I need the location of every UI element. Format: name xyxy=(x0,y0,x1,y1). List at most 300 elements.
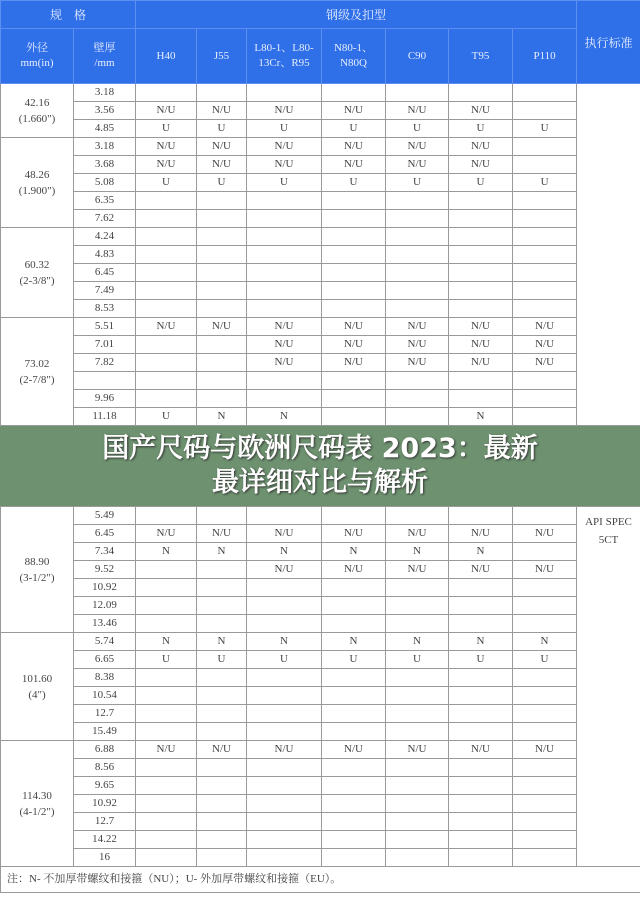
thread-type-cell: N/U xyxy=(197,138,247,156)
thread-type-cell xyxy=(386,813,449,831)
thread-type-cell xyxy=(322,390,386,408)
wall-thickness-cell: 6.45 xyxy=(74,264,136,282)
wall-thickness-cell: 3.18 xyxy=(74,138,136,156)
thread-type-cell xyxy=(513,84,577,102)
wall-thickness-cell: 6.65 xyxy=(74,651,136,669)
thread-type-cell xyxy=(513,282,577,300)
table-row xyxy=(1,633,640,651)
thread-type-cell: N xyxy=(386,633,449,651)
wall-thickness-cell: 10.92 xyxy=(74,795,136,813)
table-row xyxy=(1,741,640,759)
wall-thickness-cell: 13.46 xyxy=(74,615,136,633)
thread-type-cell xyxy=(197,687,247,705)
thread-type-cell xyxy=(136,300,197,318)
thread-type-cell: N/U xyxy=(247,102,322,120)
thread-type-cell xyxy=(136,390,197,408)
wall-thickness-cell: 3.68 xyxy=(74,156,136,174)
thread-type-cell: N/U xyxy=(449,561,513,579)
thread-type-cell xyxy=(449,228,513,246)
thread-type-cell xyxy=(247,597,322,615)
thread-type-cell xyxy=(513,723,577,741)
table-row xyxy=(1,138,640,156)
thread-type-cell xyxy=(513,831,577,849)
thread-type-cell: U xyxy=(449,174,513,192)
thread-type-cell: U xyxy=(449,120,513,138)
thread-type-cell xyxy=(513,705,577,723)
od-cell: 101.60 (4") xyxy=(1,633,74,741)
thread-type-cell xyxy=(197,507,247,525)
table-row xyxy=(1,390,640,408)
table-row xyxy=(1,543,640,561)
thread-type-cell: U xyxy=(322,174,386,192)
thread-type-cell xyxy=(322,777,386,795)
thread-type-cell xyxy=(197,669,247,687)
table-row xyxy=(1,669,640,687)
thread-type-cell: N/U xyxy=(449,318,513,336)
thread-type-cell xyxy=(197,579,247,597)
thread-type-cell: N/U xyxy=(247,561,322,579)
thread-type-cell xyxy=(322,831,386,849)
thread-type-cell xyxy=(322,408,386,426)
thread-type-cell: U xyxy=(513,651,577,669)
wall-thickness-cell: 5.08 xyxy=(74,174,136,192)
thread-type-cell: N xyxy=(322,543,386,561)
thread-type-cell xyxy=(247,390,322,408)
thread-type-cell: N/U xyxy=(513,336,577,354)
thread-type-cell xyxy=(386,669,449,687)
od-cell: 88.90 (3-1/2") xyxy=(1,507,74,633)
wall-thickness-cell: 7.49 xyxy=(74,282,136,300)
thread-type-cell: N xyxy=(513,633,577,651)
thread-type-cell xyxy=(513,507,577,525)
thread-type-cell xyxy=(513,777,577,795)
thread-type-cell: N/U xyxy=(386,525,449,543)
thread-type-cell xyxy=(513,228,577,246)
thread-type-cell: N xyxy=(136,633,197,651)
grades-header: 钢级及扣型 xyxy=(136,1,577,29)
thread-type-cell xyxy=(197,354,247,372)
wall-thickness-cell: 3.18 xyxy=(74,84,136,102)
table-row xyxy=(1,525,640,543)
thread-type-cell xyxy=(136,597,197,615)
table-row xyxy=(1,723,640,741)
thread-type-cell xyxy=(449,507,513,525)
thread-type-cell xyxy=(513,759,577,777)
thread-type-cell: N xyxy=(449,543,513,561)
wall-thickness-cell: 10.54 xyxy=(74,687,136,705)
thread-type-cell xyxy=(449,282,513,300)
wall-thickness-cell: 12.7 xyxy=(74,813,136,831)
wall-thickness-cell: 9.52 xyxy=(74,561,136,579)
thread-type-cell xyxy=(449,615,513,633)
thread-type-cell xyxy=(449,246,513,264)
thread-type-cell xyxy=(449,264,513,282)
thread-type-cell: U xyxy=(513,120,577,138)
thread-type-cell: N/U xyxy=(136,102,197,120)
thread-type-cell xyxy=(197,336,247,354)
thread-type-cell: U xyxy=(136,408,197,426)
thread-type-cell: N/U xyxy=(247,741,322,759)
thread-type-cell xyxy=(513,408,577,426)
thread-type-cell: N xyxy=(197,633,247,651)
thread-type-cell: N/U xyxy=(197,156,247,174)
thread-type-cell: N/U xyxy=(247,525,322,543)
grade-c90: C90 xyxy=(386,29,449,84)
wall-thickness-cell: 8.53 xyxy=(74,300,136,318)
footnote: 注：N- 不加厚带螺纹和接箍（NU）；U- 外加厚带螺纹和接箍（EU）。 xyxy=(1,867,640,893)
thread-type-cell xyxy=(197,300,247,318)
thread-type-cell: N/U xyxy=(247,156,322,174)
thread-type-cell xyxy=(247,507,322,525)
thread-type-cell: N/U xyxy=(386,138,449,156)
table-row xyxy=(1,849,640,867)
thread-type-cell xyxy=(513,579,577,597)
thread-type-cell: U xyxy=(449,651,513,669)
wall-thickness-cell: 7.82 xyxy=(74,354,136,372)
wall-thickness-cell: 6.88 xyxy=(74,741,136,759)
table-row xyxy=(1,408,640,426)
thread-type-cell: N/U xyxy=(513,525,577,543)
thread-type-cell: N/U xyxy=(247,354,322,372)
thread-type-cell xyxy=(136,372,197,390)
thread-type-cell xyxy=(136,687,197,705)
thread-type-cell: N/U xyxy=(386,336,449,354)
wall-thickness-cell: 6.35 xyxy=(74,192,136,210)
thread-type-cell xyxy=(513,156,577,174)
table-row xyxy=(1,705,640,723)
table-row xyxy=(1,651,640,669)
wall-thickness-cell: 12.7 xyxy=(74,705,136,723)
thread-type-cell xyxy=(386,705,449,723)
thread-type-cell xyxy=(247,687,322,705)
thread-type-cell xyxy=(449,759,513,777)
thread-type-cell xyxy=(386,615,449,633)
standard-cell-continued xyxy=(577,84,640,426)
thread-type-cell: U xyxy=(322,651,386,669)
thread-type-cell xyxy=(322,372,386,390)
thread-type-cell xyxy=(449,795,513,813)
wall-thickness-cell xyxy=(74,372,136,390)
thread-type-cell xyxy=(513,849,577,867)
thread-type-cell xyxy=(136,723,197,741)
thread-type-cell xyxy=(449,192,513,210)
thread-type-cell xyxy=(136,210,197,228)
thread-type-cell xyxy=(136,228,197,246)
thread-type-cell: U xyxy=(197,651,247,669)
thread-type-cell: N/U xyxy=(513,741,577,759)
thread-type-cell xyxy=(247,759,322,777)
wall-thickness-cell: 9.65 xyxy=(74,777,136,795)
wall-thickness-cell: 5.51 xyxy=(74,318,136,336)
thread-type-cell xyxy=(449,84,513,102)
thread-type-cell xyxy=(322,849,386,867)
thread-type-cell xyxy=(322,264,386,282)
thread-type-cell xyxy=(247,210,322,228)
thread-type-cell xyxy=(322,813,386,831)
spec-header: 规 格 xyxy=(1,1,136,29)
thread-type-cell xyxy=(322,84,386,102)
table-row xyxy=(1,597,640,615)
thread-type-cell xyxy=(322,507,386,525)
thread-type-cell xyxy=(449,813,513,831)
thread-type-cell: N/U xyxy=(386,318,449,336)
grade-p110: P110 xyxy=(513,29,577,84)
thread-type-cell xyxy=(247,579,322,597)
thread-type-cell xyxy=(136,795,197,813)
thread-type-cell xyxy=(136,759,197,777)
table-row xyxy=(1,210,640,228)
thread-type-cell xyxy=(136,669,197,687)
thread-type-cell: N xyxy=(386,543,449,561)
thread-type-cell: N/U xyxy=(322,561,386,579)
wall-thickness-cell: 6.45 xyxy=(74,525,136,543)
thread-type-cell xyxy=(197,390,247,408)
od-cell: 42.16 (1.660") xyxy=(1,84,74,138)
grade-n80: N80-1、N80Q xyxy=(322,29,386,84)
thread-type-cell xyxy=(136,336,197,354)
thread-type-cell xyxy=(136,615,197,633)
thread-type-cell: N/U xyxy=(136,525,197,543)
thread-type-cell xyxy=(322,228,386,246)
thread-type-cell xyxy=(197,723,247,741)
wall-thickness-cell: 4.85 xyxy=(74,120,136,138)
table-row xyxy=(1,579,640,597)
thread-type-cell xyxy=(386,84,449,102)
thread-type-cell xyxy=(247,300,322,318)
thread-type-cell xyxy=(136,354,197,372)
table-row xyxy=(1,264,640,282)
thread-type-cell: N/U xyxy=(449,102,513,120)
table-row xyxy=(1,507,640,525)
thread-type-cell xyxy=(197,192,247,210)
thread-type-cell xyxy=(322,705,386,723)
thread-type-cell: N/U xyxy=(322,318,386,336)
casing-spec-table-bottom xyxy=(0,506,640,893)
thread-type-cell: N/U xyxy=(197,318,247,336)
thread-type-cell xyxy=(386,795,449,813)
thread-type-cell xyxy=(513,102,577,120)
thread-type-cell: U xyxy=(247,174,322,192)
thread-type-cell xyxy=(247,372,322,390)
thread-type-cell xyxy=(449,597,513,615)
thread-type-cell xyxy=(136,813,197,831)
thread-type-cell xyxy=(247,795,322,813)
thread-type-cell xyxy=(247,705,322,723)
thread-type-cell xyxy=(136,705,197,723)
wall-thickness-cell: 15.49 xyxy=(74,723,136,741)
thread-type-cell xyxy=(322,579,386,597)
thread-type-cell: N/U xyxy=(449,525,513,543)
thread-type-cell xyxy=(513,372,577,390)
thread-type-cell: U xyxy=(247,120,322,138)
thread-type-cell xyxy=(197,282,247,300)
thread-type-cell xyxy=(197,228,247,246)
thread-type-cell xyxy=(322,687,386,705)
thread-type-cell xyxy=(136,579,197,597)
thread-type-cell: U xyxy=(136,174,197,192)
od-header: 外径 mm(in) xyxy=(1,29,74,84)
table-row xyxy=(1,759,640,777)
thread-type-cell xyxy=(322,723,386,741)
thread-type-cell xyxy=(513,138,577,156)
thread-type-cell: N/U xyxy=(247,318,322,336)
od-cell: 48.26 (1.900") xyxy=(1,138,74,228)
wall-thickness-cell: 16 xyxy=(74,849,136,867)
wall-thickness-cell: 9.96 xyxy=(74,390,136,408)
thread-type-cell xyxy=(322,669,386,687)
thread-type-cell xyxy=(386,390,449,408)
thread-type-cell xyxy=(322,246,386,264)
thread-type-cell xyxy=(247,192,322,210)
thread-type-cell xyxy=(322,300,386,318)
thread-type-cell xyxy=(247,777,322,795)
wall-thickness-cell: 5.49 xyxy=(74,507,136,525)
thread-type-cell xyxy=(386,264,449,282)
thread-type-cell xyxy=(386,507,449,525)
thread-type-cell xyxy=(197,264,247,282)
wall-thickness-cell: 4.24 xyxy=(74,228,136,246)
thread-type-cell xyxy=(197,705,247,723)
thread-type-cell xyxy=(513,210,577,228)
thread-type-cell: N/U xyxy=(197,741,247,759)
thread-type-cell: U xyxy=(197,120,247,138)
thread-type-cell xyxy=(136,192,197,210)
thread-type-cell xyxy=(197,831,247,849)
thread-type-cell: N/U xyxy=(136,318,197,336)
thread-type-cell: U xyxy=(136,120,197,138)
table-row xyxy=(1,687,640,705)
thread-type-cell: U xyxy=(247,651,322,669)
wall-thickness-cell: 7.34 xyxy=(74,543,136,561)
table-row xyxy=(1,120,640,138)
thread-type-cell xyxy=(513,543,577,561)
thread-type-cell xyxy=(247,228,322,246)
thread-type-cell xyxy=(386,192,449,210)
thread-type-cell xyxy=(247,84,322,102)
thread-type-cell xyxy=(386,372,449,390)
thread-type-cell: N/U xyxy=(513,354,577,372)
thread-type-cell: N/U xyxy=(513,318,577,336)
thread-type-cell xyxy=(136,831,197,849)
thread-type-cell xyxy=(449,723,513,741)
table-row xyxy=(1,174,640,192)
thread-type-cell: N/U xyxy=(449,354,513,372)
thread-type-cell: N xyxy=(247,408,322,426)
wall-thickness-cell: 10.92 xyxy=(74,579,136,597)
table-row xyxy=(1,84,640,102)
wall-thickness-cell: 8.38 xyxy=(74,669,136,687)
thread-type-cell xyxy=(247,723,322,741)
thread-type-cell: N/U xyxy=(136,741,197,759)
casing-spec-table-top xyxy=(0,0,640,426)
thread-type-cell xyxy=(513,246,577,264)
wt-header: 壁厚 /mm xyxy=(74,29,136,84)
table-row xyxy=(1,336,640,354)
table-row xyxy=(1,282,640,300)
thread-type-cell xyxy=(247,282,322,300)
thread-type-cell xyxy=(449,687,513,705)
od-cell: 114.30 (4-1/2") xyxy=(1,741,74,867)
thread-type-cell xyxy=(513,264,577,282)
thread-type-cell: N/U xyxy=(247,336,322,354)
wall-thickness-cell: 12.09 xyxy=(74,597,136,615)
thread-type-cell: N/U xyxy=(449,741,513,759)
thread-type-cell xyxy=(197,795,247,813)
thread-type-cell: N xyxy=(197,408,247,426)
wall-thickness-cell: 7.01 xyxy=(74,336,136,354)
thread-type-cell: N/U xyxy=(513,561,577,579)
wall-thickness-cell: 5.74 xyxy=(74,633,136,651)
thread-type-cell: N/U xyxy=(322,741,386,759)
table-row xyxy=(1,102,640,120)
thread-type-cell xyxy=(136,849,197,867)
thread-type-cell xyxy=(386,579,449,597)
thread-type-cell xyxy=(449,849,513,867)
thread-type-cell xyxy=(386,849,449,867)
table-row xyxy=(1,372,640,390)
thread-type-cell xyxy=(197,615,247,633)
thread-type-cell: U xyxy=(136,651,197,669)
thread-type-cell xyxy=(247,615,322,633)
thread-type-cell: N/U xyxy=(386,354,449,372)
thread-type-cell: N/U xyxy=(386,102,449,120)
thread-type-cell: N/U xyxy=(136,156,197,174)
thread-type-cell xyxy=(386,246,449,264)
thread-type-cell xyxy=(322,795,386,813)
thread-type-cell xyxy=(386,210,449,228)
grade-j55: J55 xyxy=(197,29,247,84)
thread-type-cell: N/U xyxy=(386,741,449,759)
thread-type-cell: U xyxy=(197,174,247,192)
thread-type-cell: N xyxy=(247,543,322,561)
thread-type-cell xyxy=(197,849,247,867)
thread-type-cell xyxy=(136,264,197,282)
grade-h40: H40 xyxy=(136,29,197,84)
standard-header: 执行标准 xyxy=(577,1,640,84)
thread-type-cell xyxy=(136,561,197,579)
table-row xyxy=(1,615,640,633)
thread-type-cell: U xyxy=(386,120,449,138)
thread-type-cell xyxy=(449,210,513,228)
thread-type-cell xyxy=(449,831,513,849)
thread-type-cell xyxy=(449,300,513,318)
thread-type-cell xyxy=(247,669,322,687)
thread-type-cell xyxy=(322,192,386,210)
wall-thickness-cell: 7.62 xyxy=(74,210,136,228)
thread-type-cell: N/U xyxy=(322,102,386,120)
table-body-bottom xyxy=(1,507,640,867)
grade-l80: L80-1、L80- 13Cr、R95 xyxy=(247,29,322,84)
thread-type-cell xyxy=(513,669,577,687)
thread-type-cell xyxy=(136,246,197,264)
thread-type-cell: N/U xyxy=(322,138,386,156)
thread-type-cell xyxy=(386,759,449,777)
thread-type-cell xyxy=(449,579,513,597)
table-row xyxy=(1,300,640,318)
thread-type-cell xyxy=(513,795,577,813)
thread-type-cell xyxy=(449,669,513,687)
thread-type-cell xyxy=(197,597,247,615)
thread-type-cell: U xyxy=(386,651,449,669)
thread-type-cell: N/U xyxy=(322,354,386,372)
thread-type-cell xyxy=(322,759,386,777)
wall-thickness-cell: 8.56 xyxy=(74,759,136,777)
thread-type-cell: U xyxy=(322,120,386,138)
banner-line-2: 最详细对比与解析 xyxy=(212,467,428,498)
thread-type-cell xyxy=(247,849,322,867)
thread-type-cell xyxy=(386,300,449,318)
wall-thickness-cell: 11.18 xyxy=(74,408,136,426)
